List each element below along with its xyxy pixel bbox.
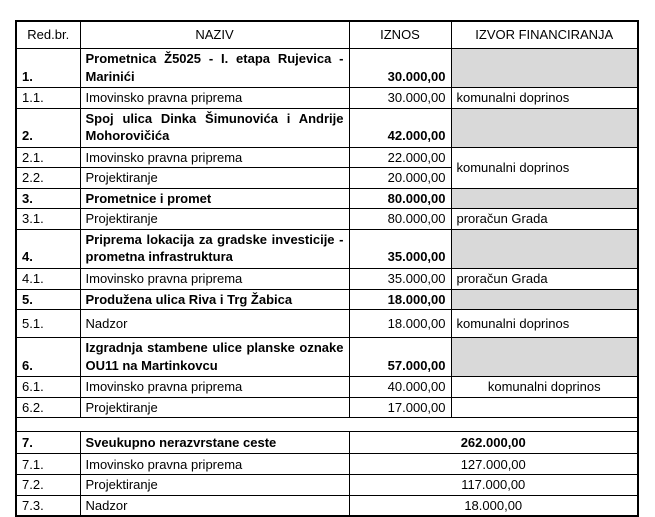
cell-redbr: 7. bbox=[16, 432, 80, 454]
cell-redbr: 2. bbox=[16, 108, 80, 147]
cell-iznos: 80.000,00 bbox=[349, 188, 451, 209]
cell-izvor-shaded bbox=[451, 188, 638, 209]
cell-redbr: 5.1. bbox=[16, 310, 80, 338]
table-row bbox=[16, 269, 638, 290]
cell-izvor-merged: komunalni doprinos bbox=[451, 147, 638, 188]
cell-izvor-empty bbox=[451, 397, 638, 418]
cell-iznos: 35.000,00 bbox=[349, 269, 451, 290]
financing-table bbox=[15, 20, 639, 517]
table-row bbox=[16, 475, 638, 496]
cell-naziv: Imovinsko pravna priprema bbox=[80, 88, 349, 109]
cell-iznos: 30.000,00 bbox=[349, 88, 451, 109]
cell-redbr: 3.1. bbox=[16, 209, 80, 230]
cell-redbr: 7.3. bbox=[16, 495, 80, 516]
cell-naziv: Projektiranje bbox=[80, 397, 349, 418]
table-row bbox=[16, 377, 638, 398]
header-redbr: Red.br. bbox=[16, 21, 80, 49]
cell-redbr: 1.1. bbox=[16, 88, 80, 109]
header-iznos: IZNOS bbox=[349, 21, 451, 49]
table-header-row bbox=[16, 21, 638, 49]
cell-redbr: 7.2. bbox=[16, 475, 80, 496]
cell-naziv: Spoj ulica Dinka Šimunovića i Andrije Mohorovičića bbox=[80, 108, 349, 147]
header-naziv: NAZIV bbox=[80, 21, 349, 49]
cell-izvor: komunalni doprinos bbox=[451, 88, 638, 109]
cell-redbr: 2.2. bbox=[16, 168, 80, 189]
cell-izvor-shaded bbox=[451, 108, 638, 147]
cell-iznos: 80.000,00 bbox=[349, 209, 451, 230]
cell-redbr: 4.1. bbox=[16, 269, 80, 290]
cell-iznos-merged: 117.000,00 bbox=[349, 475, 638, 496]
cell-naziv: Projektiranje bbox=[80, 168, 349, 189]
header-izvor: IZVOR FINANCIRANJA bbox=[451, 21, 638, 49]
cell-iznos-merged: 127.000,00 bbox=[349, 454, 638, 475]
cell-naziv: Nadzor bbox=[80, 495, 349, 516]
table-row bbox=[16, 147, 638, 168]
cell-iznos: 42.000,00 bbox=[349, 108, 451, 147]
table-row bbox=[16, 188, 638, 209]
cell-izvor-shaded bbox=[451, 338, 638, 377]
cell-naziv: Imovinsko pravna priprema bbox=[80, 147, 349, 168]
cell-naziv: Imovinsko pravna priprema bbox=[80, 454, 349, 475]
table-row bbox=[16, 209, 638, 230]
table-row bbox=[16, 310, 638, 338]
table-row bbox=[16, 338, 638, 377]
cell-naziv: Projektiranje bbox=[80, 209, 349, 230]
cell-iznos: 17.000,00 bbox=[349, 397, 451, 418]
cell-redbr: 5. bbox=[16, 289, 80, 310]
table-row bbox=[16, 49, 638, 88]
cell-izvor: komunalni doprinos bbox=[451, 377, 638, 398]
table-row bbox=[16, 454, 638, 475]
cell-naziv: Imovinsko pravna priprema bbox=[80, 269, 349, 290]
cell-redbr: 6.1. bbox=[16, 377, 80, 398]
cell-iznos: 57.000,00 bbox=[349, 338, 451, 377]
cell-izvor-shaded bbox=[451, 49, 638, 88]
table-row-total bbox=[16, 432, 638, 454]
cell-naziv: Izgradnja stambene ulice planske oznake OU11 na Martinkovcu bbox=[80, 338, 349, 377]
table-row bbox=[16, 108, 638, 147]
table-row bbox=[16, 88, 638, 109]
cell-izvor-shaded bbox=[451, 229, 638, 268]
cell-naziv: Sveukupno nerazvrstane ceste bbox=[80, 432, 349, 454]
cell-naziv: Nadzor bbox=[80, 310, 349, 338]
cell-redbr: 6.2. bbox=[16, 397, 80, 418]
spacer-row bbox=[16, 418, 638, 432]
table-row bbox=[16, 229, 638, 268]
table-row bbox=[16, 397, 638, 418]
cell-izvor: proračun Grada bbox=[451, 209, 638, 230]
cell-naziv: Projektiranje bbox=[80, 475, 349, 496]
cell-izvor: proračun Grada bbox=[451, 269, 638, 290]
cell-iznos: 35.000,00 bbox=[349, 229, 451, 268]
cell-iznos-merged: 262.000,00 bbox=[349, 432, 638, 454]
cell-redbr: 1. bbox=[16, 49, 80, 88]
cell-iznos: 22.000,00 bbox=[349, 147, 451, 168]
cell-iznos-merged: 18.000,00 bbox=[349, 495, 638, 516]
cell-iznos: 18.000,00 bbox=[349, 289, 451, 310]
cell-naziv: Priprema lokacija za gradske investicije - prometna infrastruktura bbox=[80, 229, 349, 268]
table-row bbox=[16, 289, 638, 310]
cell-redbr: 4. bbox=[16, 229, 80, 268]
cell-naziv: Imovinsko pravna priprema bbox=[80, 377, 349, 398]
spacer-cell bbox=[16, 418, 638, 432]
cell-redbr: 6. bbox=[16, 338, 80, 377]
cell-redbr: 7.1. bbox=[16, 454, 80, 475]
cell-iznos: 30.000,00 bbox=[349, 49, 451, 88]
cell-iznos: 20.000,00 bbox=[349, 168, 451, 189]
table-row bbox=[16, 495, 638, 516]
cell-naziv: Prometnice i promet bbox=[80, 188, 349, 209]
cell-izvor-shaded bbox=[451, 289, 638, 310]
cell-naziv: Prometnica Ž5025 - I. etapa Rujevica - Marinići bbox=[80, 49, 349, 88]
cell-iznos: 18.000,00 bbox=[349, 310, 451, 338]
cell-redbr: 2.1. bbox=[16, 147, 80, 168]
cell-naziv: Produžena ulica Riva i Trg Žabica bbox=[80, 289, 349, 310]
cell-iznos: 40.000,00 bbox=[349, 377, 451, 398]
cell-izvor: komunalni doprinos bbox=[451, 310, 638, 338]
cell-redbr: 3. bbox=[16, 188, 80, 209]
